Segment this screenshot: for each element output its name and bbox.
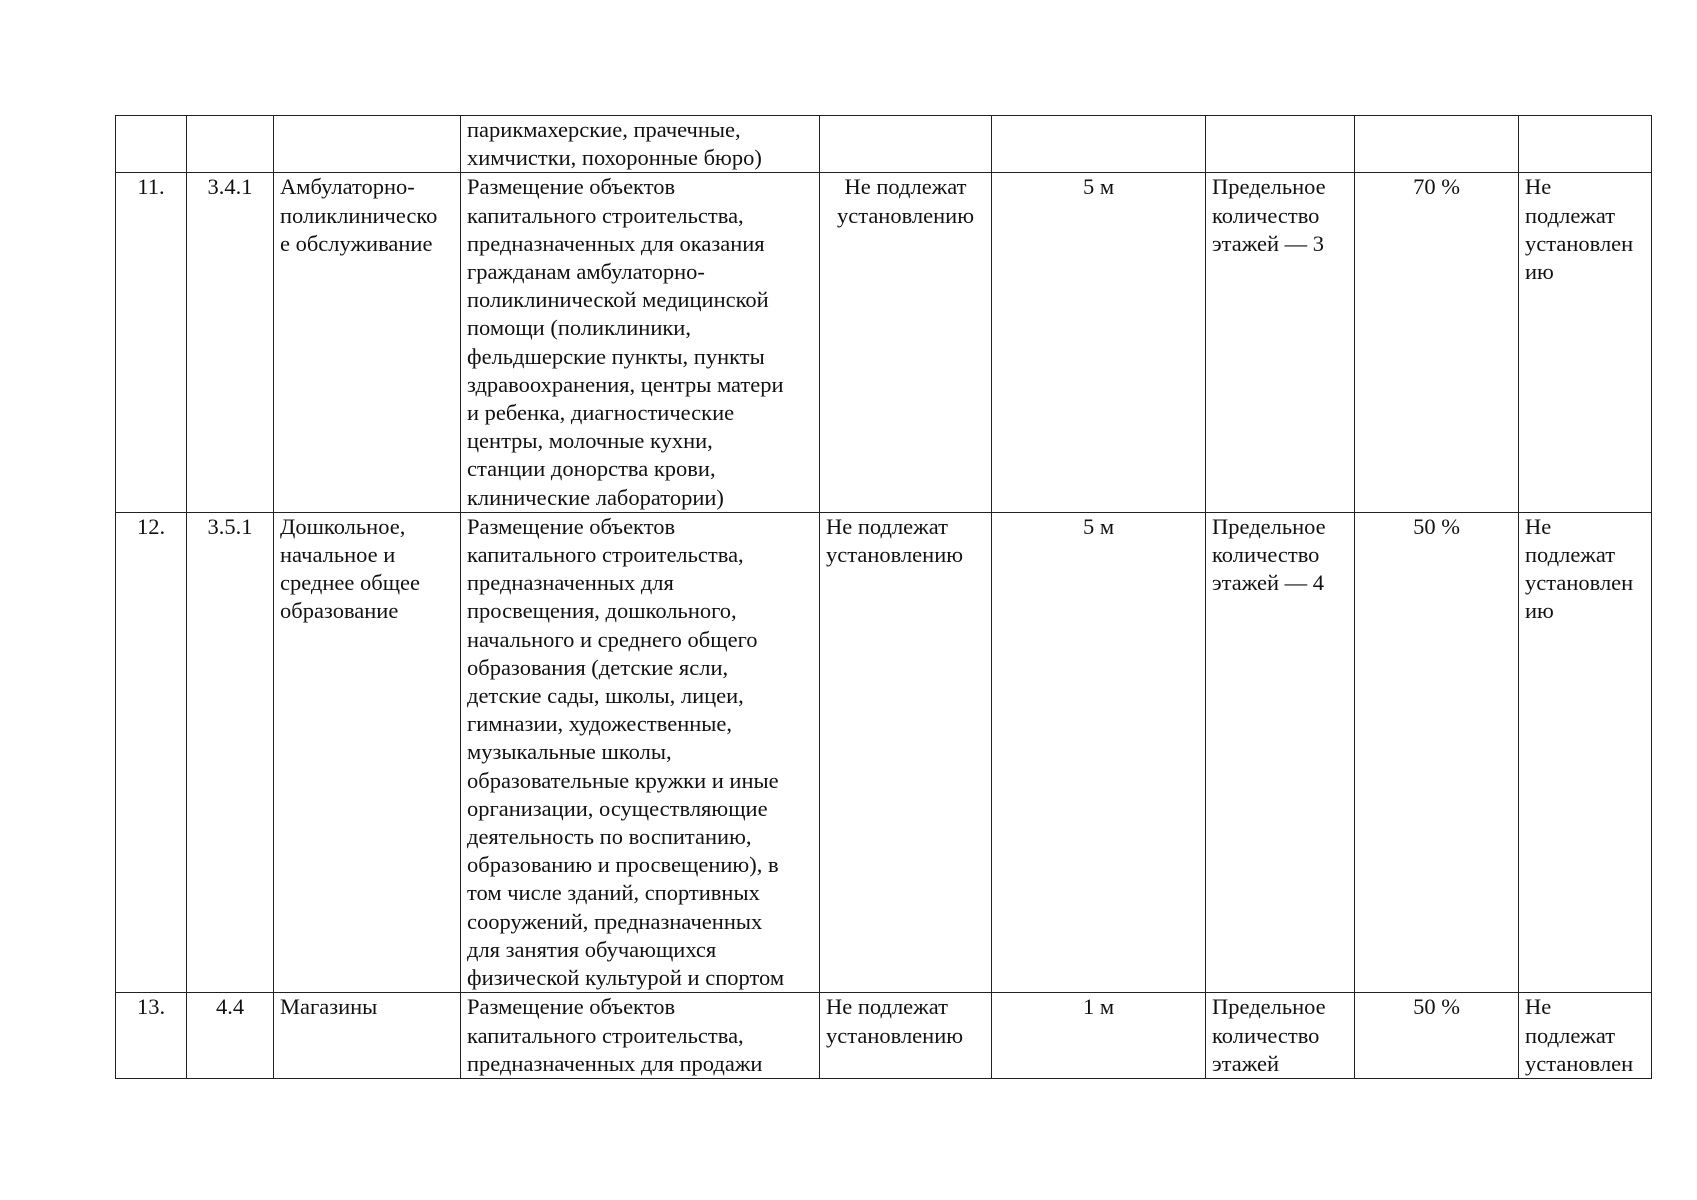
code-cell: 4.4 <box>187 993 274 1079</box>
coverage-cell: 50 % <box>1355 993 1519 1079</box>
table-row <box>116 116 1652 173</box>
min-size-cell: Не подлежат установлению <box>820 173 992 512</box>
other-params-cell: Не подлежат установлен ию <box>1519 512 1652 992</box>
use-type-cell <box>274 116 461 173</box>
coverage-cell <box>1355 116 1519 173</box>
other-params-cell <box>1519 116 1652 173</box>
code-cell: 3.4.1 <box>187 173 274 512</box>
indent-cell: 5 м <box>992 512 1206 992</box>
other-params-cell: Не подлежат установлен <box>1519 993 1652 1079</box>
row-number-cell: 13. <box>116 993 187 1079</box>
indent-cell: 1 м <box>992 993 1206 1079</box>
use-type-cell: Амбулаторно- поликлиническо е обслуживание <box>274 173 461 512</box>
indent-cell <box>992 116 1206 173</box>
coverage-cell: 70 % <box>1355 173 1519 512</box>
use-type-cell: Магазины <box>274 993 461 1079</box>
row-number-cell <box>116 116 187 173</box>
min-size-cell: Не подлежат установлению <box>820 993 992 1079</box>
floors-cell <box>1206 116 1355 173</box>
floors-cell: Предельное количество этажей <box>1206 993 1355 1079</box>
floors-cell: Предельное количество этажей — 3 <box>1206 173 1355 512</box>
table-row <box>116 512 1652 992</box>
table-row <box>116 173 1652 512</box>
indent-cell: 5 м <box>992 173 1206 512</box>
coverage-cell: 50 % <box>1355 512 1519 992</box>
description-cell: Размещение объектов капитального строительства, предназначенных для просвещения, дошкольного, начального и среднего общего образования (детские ясли, детские сады, школы, лицеи, гимназии, художественные, музыкальные школы, образовательные кружки и иные организации, осуществляющие деятельность по воспитанию, образованию и просвещению), в том числе зданий, спортивных сооружений, предназначенных для занятия обучающихся физической культурой и спортом <box>461 512 820 992</box>
min-size-cell <box>820 116 992 173</box>
floors-cell: Предельное количество этажей — 4 <box>1206 512 1355 992</box>
code-cell: 3.5.1 <box>187 512 274 992</box>
code-cell <box>187 116 274 173</box>
other-params-cell: Не подлежат установлен ию <box>1519 173 1652 512</box>
description-cell: Размещение объектов капитального строительства, предназначенных для продажи <box>461 993 820 1079</box>
table-row <box>116 993 1652 1079</box>
use-type-cell: Дошкольное, начальное и среднее общее образование <box>274 512 461 992</box>
description-cell: Размещение объектов капитального строительства, предназначенных для оказания гражданам амбулаторно- поликлинической медицинской помощи (поликлиники, фельдшерские пункты, пункты здравоохранения, центры матери и ребенка, диагностические центры, молочные кухни, станции донорства крови, клинические лаборатории) <box>461 173 820 512</box>
row-number-cell: 11. <box>116 173 187 512</box>
regulations-table <box>115 115 1652 1079</box>
row-number-cell: 12. <box>116 512 187 992</box>
description-cell: парикмахерские, прачечные, химчистки, похоронные бюро) <box>461 116 820 173</box>
min-size-cell: Не подлежат установлению <box>820 512 992 992</box>
